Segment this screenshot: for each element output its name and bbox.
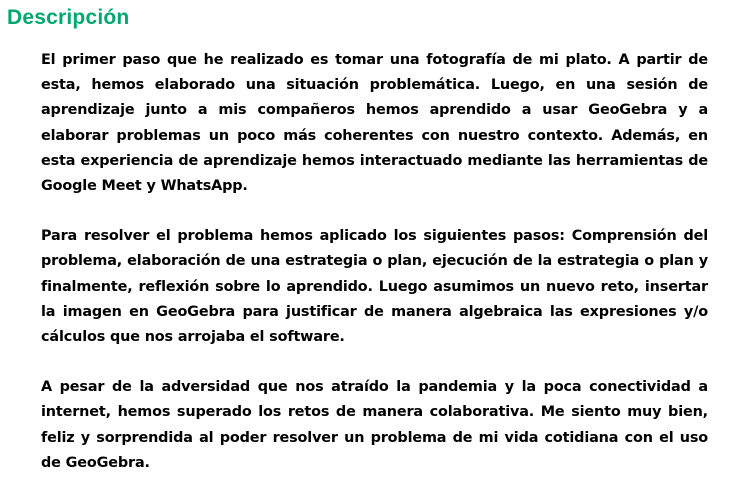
section-heading: Descripción bbox=[7, 6, 130, 29]
paragraph-3: A pesar de la adversidad que nos atraído la pandemia y la poca conectividad a internet, hemos superado los retos de manera colaborativa. Me siento muy bien, feliz y sorprendida al poder resolver un problema de mi vida cotidiana con el uso de GeoGebra. bbox=[41, 379, 708, 471]
paragraph-1: El primer paso que he realizado es tomar una fotografía de mi plato. A partir de esta, hemos elaborado una situación problemática. Luego, en una sesión de aprendizaje junto a mis compañeros hemos aprendido a usar GeoGebra y a elaborar problemas un poco más coherentes con nuestro contexto. Además, en esta experiencia de aprendizaje hemos interactuado mediante las herramientas de Google Meet y WhatsApp. bbox=[41, 52, 708, 195]
document-body bbox=[41, 48, 708, 476]
paragraph-2: Para resolver el problema hemos aplicado los siguientes pasos: Comprensión del problema, elaboración de una estrategia o plan, ejecución de la estrategia o plan y finalmente, reflexión sobre lo aprendido. Luego asumimos un nuevo reto, insertar la imagen en GeoGebra para justificar de manera algebraica las expresiones y/o cálculos que nos arrojaba el software. bbox=[41, 228, 708, 346]
